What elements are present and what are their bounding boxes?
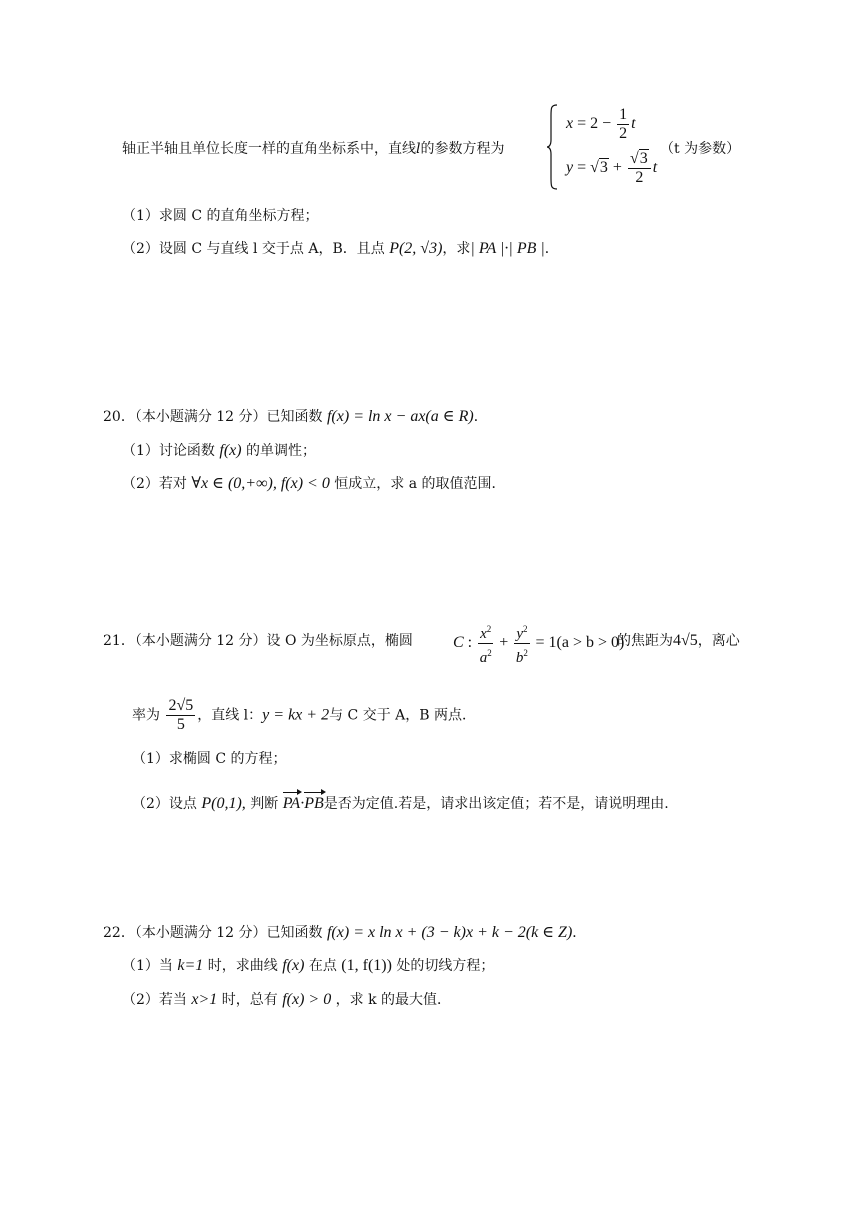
q21-line-eq: y = kx + 2 [262,706,330,724]
q22-part1-text-a: （1）当 [122,958,173,974]
q22-part2 [122,990,451,1010]
q20-part2-text-b: 恒成立，求 a 的取值范围． [334,476,506,492]
left-brace-icon [546,104,558,190]
q19-pa-pb-expr: | PA |·| PB | [470,240,545,257]
q21-part2-text-a: （2）设点 [132,796,197,812]
q21-ecc-num: 2√5 [168,697,194,714]
q21-part2-text-b: 判断 [250,796,279,812]
q21-line-text: ，直线 l： [197,707,263,724]
q20-function: f(x) = ln x − ax(a ∈ R) [326,408,474,425]
q21-focal [617,631,740,651]
q19-part2-end: ． [544,241,559,257]
q20-head-text: 20．（本小题满分 12 分）已知函数 [103,409,323,425]
q20-part2-condition: ∀x ∈ (0,+∞), f(x) < 0 [191,475,330,492]
q21-focal-text: 的焦距为 [617,633,673,649]
q20-part1-text-b: 的单调性； [246,443,317,459]
q22-curve-f: f(x) [282,957,305,974]
q20-part1-func: f(x) [219,442,242,459]
q22-part1-text-c: 在点 [308,958,337,974]
q21-focal-value: 4√5 [673,632,698,649]
q19-part2-text-a: （2）设圆 C 与直线 l 交于点 A，B．且点 [122,241,385,257]
q22-head [103,923,586,943]
q19-part2 [122,239,559,259]
param-eq-x: x = 2 − $\frac{1}{2}$ t [566,106,636,142]
q19-point-p: P(2, √3) [389,240,443,257]
q21-head-text: 21．（本小题满分 12 分）设 O 为坐标原点，椭圆 [103,633,413,649]
q22-tangent-point: (1, f(1)) [341,957,392,974]
q22-head-end: ． [572,925,587,941]
q22-head-text: 22．（本小题满分 12 分）已知函数 [103,925,323,941]
q21-part2 [132,790,669,814]
q20-part1 [122,441,316,461]
q19-line-var: l [416,141,421,157]
q22-part2-text-b: 时，总有 [221,992,278,1008]
q19-intro-text: 轴正半轴且单位长度一样的直角坐标系中，直线 [122,141,416,157]
param-eq-y: y = √3 + $\frac{√3}{2}$ t [566,150,658,186]
q19-part2-text-b: ，求 [442,241,471,257]
q19-intro2: 的参数方程为 [420,141,505,157]
q21-head [103,631,413,651]
q22-part1-text-d: 处的切线方程； [396,958,495,974]
q21-point-p: P(0,1), [201,795,246,812]
q20-part1-text-a: （1）讨论函数 [122,443,215,459]
q22-part1 [122,956,494,976]
q21-part2-text-c: 是否为定值.若是，请求出该定值；若不是，请说明理由. [323,796,669,812]
q22-positive-cond: f(x) > 0 [282,991,332,1008]
q19-part1: （1）求圆 C 的直角坐标方程； [122,208,319,224]
q20-part2 [122,474,506,494]
q20-head [103,407,488,427]
q21-ecc-den: 5 [176,716,185,733]
q21-ecc-end: 与 C 交于 A，B 两点． [329,707,476,724]
q19-param-note: （t 为参数） [660,141,741,157]
q21-focal-end: ，离心 [697,633,740,649]
q22-k-value: k=1 [177,957,204,974]
q21-eccentricity [166,697,195,734]
q21-ecc-line [132,697,476,734]
q21-ellipse-tail: = 1(a > b > 0) [535,634,625,652]
q21-part1: （1）求椭圆 C 的方程； [132,751,287,767]
q22-part2-text-c: ，求 k 的最大值． [335,992,452,1008]
q22-x-cond: x>1 [191,991,218,1008]
q19-intro-line [122,139,504,159]
q22-function: f(x) = x ln x + (3 − k)x + k − 2(k ∈ Z) [326,924,573,941]
q20-head-end: ． [473,409,488,425]
q21-ecc-text: 率为 [132,707,160,724]
q21-ellipse-eq: C : $\frac{x^2}{a^2}$ + $\frac{y^2}{b^2}$ = 1(a > b > 0) [453,620,624,667]
q22-part1-text-b: 时，求曲线 [207,958,278,974]
q21-dot-product: PA·PB [283,795,324,812]
q22-part2-text-a: （2）若当 [122,992,187,1008]
q20-part2-text-a: （2）若对 [122,476,187,492]
